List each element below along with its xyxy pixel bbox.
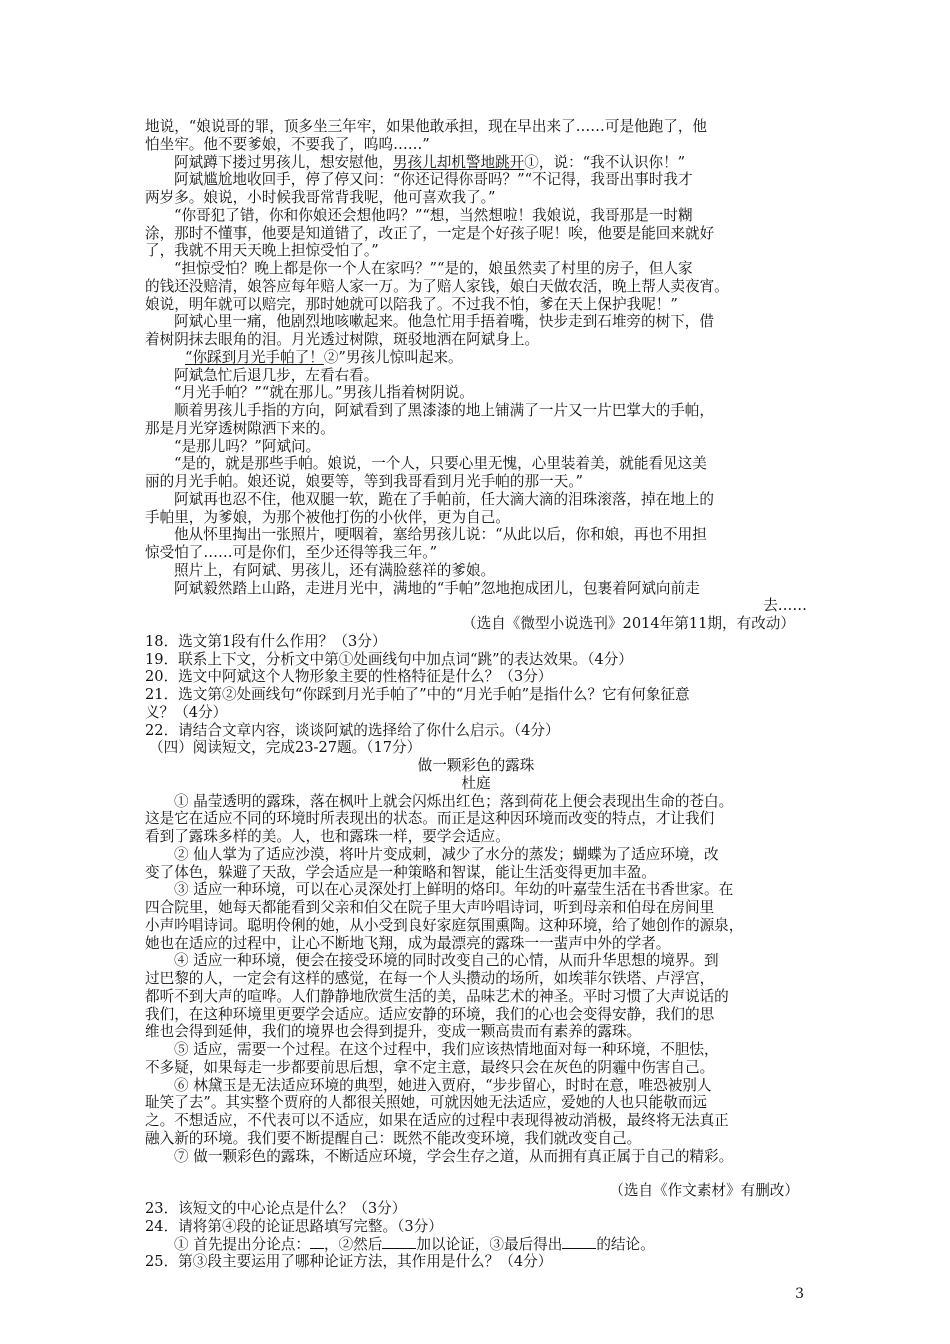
page-number: 3	[795, 1286, 804, 1302]
question-line: 19．联系上下文，分析文中第①处画线句中加点词“跳”的表达效果。（4分）	[145, 650, 633, 668]
story-text	[145, 118, 807, 615]
line-text: 阿斌蹲下搂过男孩儿，想安慰他，	[174, 153, 393, 171]
essay-line: ③ 适应一种环境，可以在心灵深处打上鲜明的烙印。年幼的叶嘉莹生活在书香世家。在	[174, 881, 734, 899]
line-text: “担惊受怕？晚上都是你一个人在家吗？”“是的，娘虽然卖了村里的房子，但人家	[174, 260, 693, 277]
story-line	[145, 491, 807, 509]
essay-line: 她也在适应的过程中，让心不断地飞翔，成为最漂亮的露珠一一蜚声中外的学者。	[145, 934, 671, 952]
essay-line: 过巴黎的人，一定会有这样的感觉，在每一个人头攒动的场所，如埃菲尔铁塔、卢浮宫，	[145, 970, 715, 987]
questions-18-22	[145, 633, 807, 740]
story-source: （选自《微型小说选刊》2014年第11期，有改动）	[462, 615, 795, 632]
story-line	[145, 544, 807, 562]
essay-source: （选自《作文素材》有删改）	[609, 1182, 799, 1200]
line-text: 阿斌毅然踏上山路，走进月光中，满地的“手帕”忽地抱成团儿，包裹着阿斌向前走	[174, 579, 700, 597]
line-text: “是那儿吗？”阿斌问。	[174, 437, 321, 455]
line-text: 涂，那时不懂事，他要是知道错了，改正了，一定是个好孩子呢！唉，他要是能回来就好	[145, 224, 715, 242]
essay-line: 耻笑了去”。其实整个贾府的人都很关照她，可就因她无法适应，爱她的人也只能敬而远	[145, 1094, 708, 1112]
line-text: ①，说：“我不认识你！”	[524, 153, 686, 171]
story-line	[145, 242, 807, 260]
line-text: 那是月光穿透树隙洒下来的。	[145, 419, 335, 437]
essay-line: 融入新的环境。我们要不断提醒自己：既然不能改变环境，我们就改变自己。	[145, 1129, 642, 1147]
question-line: 20．选文中阿斌这个人物形象主要的性格特征是什么？（3分）	[145, 668, 553, 686]
line-text: 阿斌再也忍不住，他双腿一软，跪在了手帕前，任大滴大滴的泪珠滚落，掉在地上的	[174, 490, 714, 508]
story-line	[145, 331, 807, 349]
story-line	[145, 473, 807, 491]
essay-title: 做一颗彩色的露珠	[417, 757, 535, 774]
section-4-heading: （四）阅读短文，完成23-27题。（17分）	[149, 739, 422, 757]
story-line	[145, 136, 807, 154]
essay-line: 看到了露珠多样的美。人，也和露珠一样，要学会适应。	[145, 828, 510, 845]
essay-line: 变了体色，躲避了天敌，学会适应是一种策略和智谋，能让生活变得更加丰盈。	[145, 863, 656, 881]
story-line	[145, 384, 807, 402]
story-line	[145, 526, 807, 544]
story-line	[145, 580, 807, 598]
question-line: 21．选文第②处画线句“你踩到月光手帕了”中的“月光手帕”是指什么？它有何象征意	[145, 686, 690, 703]
line-text: 惊受怕了……可是你们，至少还得等我三年。”	[145, 544, 438, 561]
question-line: 义？（4分）	[145, 703, 228, 721]
fill-part-3: 加以论证，③最后得出	[416, 1235, 563, 1253]
line-text: 去……	[763, 597, 807, 615]
line-text: “月光手帕？”“就在那儿。”男孩儿指着树阴说。	[174, 384, 474, 402]
line-text: 娘说，明年就可以赔完，那时她就可以陪我了。不过我不怕，爹在天上保护我呢！”	[145, 295, 678, 313]
story-line	[145, 349, 807, 367]
essay-line: ④ 适应一种环境，便会在接受环境的同时改变自己的心情，从而升华思想的境界。到	[174, 952, 719, 970]
blank-3[interactable]	[562, 1236, 596, 1249]
underlined-sentence: “你踩到月光手帕了！	[185, 348, 324, 366]
line-text: 照片上，有阿斌、男孩儿，还有满脸慈祥的爹娘。	[174, 561, 496, 579]
story-line	[145, 509, 807, 527]
line-text: 着树阴抹去眼角的泪。月光透过树隙，斑驳地洒在阿斌身上。	[145, 331, 540, 348]
essay-line: 之。不想适应，不代表可以不适应，如果在适应的过程中表现得被动消极，最终将无法真正	[145, 1112, 729, 1129]
question-line: 18．选文第1段有什么作用？（3分）	[145, 632, 387, 650]
question-23: 23．该短文的中心论点是什么？（3分）	[145, 1200, 407, 1217]
line-text: 手帕里，为爹娘，为那个被他打伤的小伙伴，更为自己。	[145, 508, 510, 526]
fill-part-4: 的结论。	[596, 1235, 655, 1253]
essay-author: 杜庭	[461, 774, 491, 792]
story-line	[145, 296, 807, 314]
line-text: 两岁多。娘说，小时候我哥常背我呢，他可喜欢我了。”	[145, 189, 496, 206]
question-24: 24．请将第④段的论证思路填写完整。（3分）	[145, 1217, 443, 1235]
essay-line: ⑦ 做一颗彩色的露珠，不断适应环境，学会生存之道，从而拥有真正属于自己的精彩。	[174, 1147, 734, 1165]
essay-line: 四合院里，她每天都能看到父亲和伯父在院子里大声吟唱诗词，听到母亲和伯母在房间里	[145, 899, 715, 916]
fill-part-1: ① 首先提出分论点：	[174, 1235, 310, 1253]
essay-text	[145, 793, 807, 1166]
story-line	[145, 420, 807, 438]
essay-line: 我们，在这种环境里更要学会适应。适应安静的环境，我们的心也会变得安静，我们的思	[145, 1005, 715, 1023]
story-line	[145, 154, 807, 172]
essay-line: 小声吟唱诗词。聪明伶俐的她，从小受到良好家庭氛围熏陶。这种环境，给了她创作的源泉，	[145, 916, 744, 934]
essay-line: 这是它在适应不同的环境时所表现出的状态。而正是这种因环境而改变的特点，才让我们	[145, 810, 715, 828]
line-text: 怕坐牢。他不要爹娘，不要我了，呜呜……”	[145, 135, 430, 153]
essay-line: ⑤ 适应，需要一个过程。在这个过程中，我们应该热情地面对每一种环境，不胆怯，	[174, 1041, 719, 1058]
story-line	[145, 562, 807, 580]
line-text: 阿斌心里一痛，他剧烈地咳嗽起来。他急忙用手捂着嘴，快步走到石堆旁的树下，借	[174, 313, 714, 331]
line-text: “你哥犯了错，你和你娘还会想他吗？”“想，当然想啦！我娘说，我哥那是一时糊	[174, 206, 693, 224]
essay-line: 维也会得到延伸，我们的境界也会得到提升，变成一颗高贵而有素养的露珠。	[145, 1023, 642, 1041]
question-25: 25．第③段主要运用了哪种论证方法，其作用是什么？（4分）	[145, 1253, 553, 1271]
line-text: 阿斌尴尬地收回手，停了停又问：“你还记得你哥吗？”“不记得，我哥出事时我才	[174, 171, 693, 189]
story-line	[145, 438, 807, 456]
story-line	[145, 455, 807, 473]
story-line	[145, 207, 807, 225]
line-text: “是的，就是那些手帕。娘说，一个人，只要心里无愧，心里装着美，就能看见这美	[174, 455, 707, 473]
line-text: 顺着男孩儿手指的方向，阿斌看到了黑漆漆的地上铺满了一片又一片巴掌大的手帕，	[174, 402, 714, 419]
story-line	[145, 189, 807, 207]
story-line	[145, 260, 807, 278]
question-line: 22．请结合文章内容，谈谈阿斌的选择给了你什么启示。（4分）	[145, 721, 560, 739]
exam-page	[145, 118, 807, 1271]
line-text: 阿斌急忙后退几步，左看右看。	[174, 366, 379, 384]
story-line	[145, 225, 807, 243]
story-line	[145, 367, 807, 385]
line-text: 地说，“娘说哥的罪，顶多坐三年牢，如果他敢承担，现在早出来了……可是他跑了，他	[145, 118, 708, 135]
line-text: 丽的月光手帕。娘还说，娘要等，等到我哥看到月光手帕的那一天。”	[145, 473, 583, 490]
fill-part-2: ，②然后	[323, 1235, 383, 1253]
blank-1[interactable]	[310, 1236, 324, 1249]
story-line	[145, 278, 807, 296]
essay-line: 都听不到大声的喧哗。人们静静地欣赏生活的美，品味艺术的神圣。平时习惯了大声说话的	[145, 987, 729, 1005]
essay-line: 不多疑，如果每走一步都要前思后想，拿不定主意，最终只会在灰色的阴霾中伤害自己。	[145, 1058, 715, 1076]
story-line	[145, 597, 807, 615]
question-24-fill	[145, 1236, 807, 1254]
story-line	[145, 313, 807, 331]
blank-2[interactable]	[382, 1236, 416, 1249]
line-text: 他从怀里掏出一张照片，哽咽着，塞给男孩儿说：“从此以后，你和娘，再也不用担	[174, 526, 707, 544]
essay-line: ① 晶莹透明的露珠，落在枫叶上就会闪烁出红色；落到荷花上便会表现出生命的苍白。	[174, 792, 734, 810]
story-line	[145, 171, 807, 189]
line-text: 了，我就不用天天晚上担惊受怕了。”	[145, 242, 379, 260]
essay-line: ⑥ 林黛玉是无法适应环境的典型，她进入贾府，“步步留心，时时在意，唯恐被别人	[174, 1076, 712, 1094]
essay-line: ② 仙人掌为了适应沙漠，将叶片变成刺，减少了水分的蒸发；蝴蝶为了适应环境，改	[174, 845, 719, 863]
line-text: 的钱还没赔清，娘答应每年赔人家一万。为了赔人家钱，娘白天做农活，晚上帮人卖夜宵。	[145, 277, 729, 295]
underlined-sentence: 男孩儿却机警地跳开	[392, 153, 525, 171]
story-line	[145, 118, 807, 136]
story-line	[145, 402, 807, 420]
line-text: ②”男孩儿惊叫起来。	[323, 348, 463, 366]
